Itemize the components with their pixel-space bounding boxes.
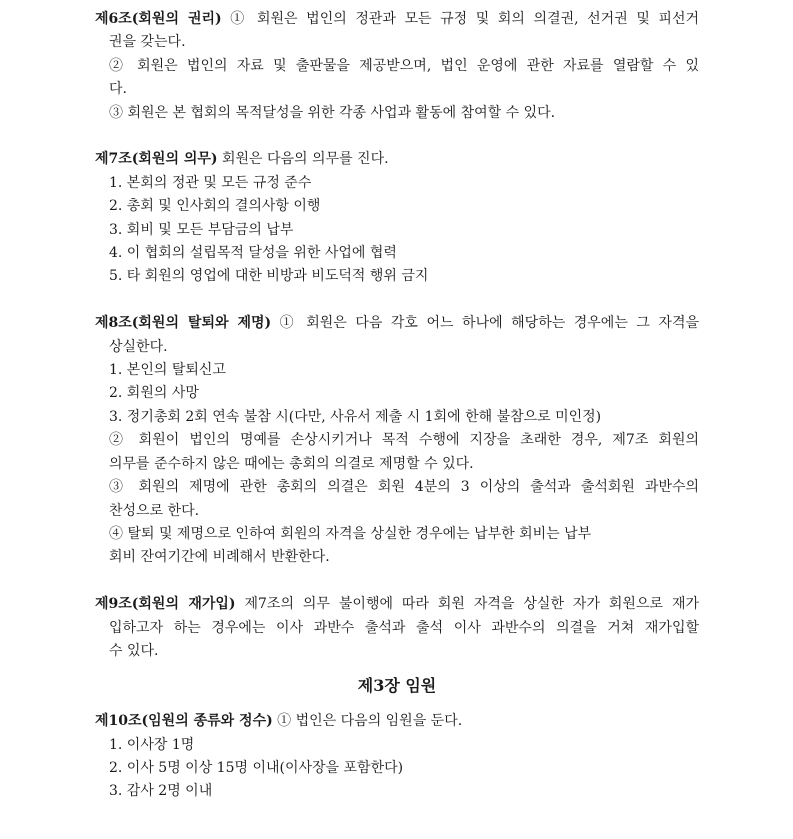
document-page: [95, 8, 699, 804]
article-8-clause-3-cont: 찬성으로 한다.: [109, 502, 200, 519]
article-10-intro: ① 법인은 다음의 임원을 둔다.: [272, 713, 463, 730]
list-item: 3. 감사 2명 이내: [109, 783, 213, 800]
article-6: [95, 8, 699, 125]
article-10-title: 제10조(임원의 종류와 정수): [95, 713, 273, 730]
spacer: [95, 570, 699, 593]
article-6-clause-2-cont: 다.: [109, 81, 127, 98]
article-6-clause-1: ① 회원은 법인의 정관과 모든 규정 및 회의 의결권, 선거권 및 피선거: [221, 11, 700, 27]
article-8-clause-4: ④ 탈퇴 및 제명으로 인하여 회원의 자격을 상실한 경우에는 납부한 회비는 납부: [109, 525, 592, 542]
article-10-line-1: [95, 710, 699, 733]
article-9: [95, 593, 699, 663]
article-8-clause-2: ② 회원이 법인의 명예를 손상시키거나 목적 수행에 지장을 초래한 경우, 제7조 회원의: [109, 432, 699, 449]
chapter-heading: 제3장 임원: [357, 676, 437, 696]
article-8: [95, 312, 699, 569]
article-8-clause-2-cont: 의무를 준수하지 않은 때에는 총회의 의결로 제명할 수 있다.: [109, 455, 474, 472]
list-item: 1. 본인의 탈퇴신고: [109, 362, 226, 379]
article-6-clause-1-cont: 권을 갖는다.: [109, 34, 186, 51]
spacer: [95, 289, 699, 312]
list-item: 2. 총회 및 인사회의 결의사항 이행: [109, 198, 321, 215]
article-7-title: 제7조(회원의 의무): [95, 151, 218, 168]
list-item: 1. 이사장 1명: [109, 736, 195, 753]
spacer: [95, 125, 699, 148]
article-8-clause-1-cont: 상실한다.: [109, 338, 168, 355]
article-7: [95, 148, 699, 288]
article-8-clause-4-cont: 회비 잔여기간에 비례해서 반환한다.: [109, 549, 330, 566]
article-8-title: 제8조(회원의 탈퇴와 제명): [95, 315, 272, 332]
list-item: 5. 타 회원의 영업에 대한 비방과 비도덕적 행위 금지: [109, 268, 429, 285]
article-6-line-1: [95, 8, 699, 31]
list-item: 2. 회원의 사망: [109, 385, 199, 402]
article-6-title: 제6조(회원의 권리): [95, 11, 222, 27]
article-9-title: 제9조(회원의 재가입): [95, 596, 236, 613]
list-item: 2. 이사 5명 이상 15명 이내(이사장을 포함한다): [109, 759, 404, 776]
article-9-line-1: [95, 593, 699, 616]
article-9-text-2: 입하고자 하는 경우에는 이사 과반수 출석과 출석 이사 과반수의 의결을 거쳐 재가입할: [109, 619, 699, 636]
article-8-clause-3: ③ 회원의 제명에 관한 총회의 의결은 회원 4분의 3 이상의 출석과 출석회원 과반수의: [109, 479, 699, 496]
list-item: 4. 이 협회의 설립목적 달성을 위한 사업에 협력: [109, 245, 397, 262]
article-7-intro: 회원은 다음의 의무를 진다.: [217, 151, 389, 168]
list-item: 3. 회비 및 모든 부담금의 납부: [109, 221, 294, 238]
list-item: 1. 본회의 정관 및 모든 규정 준수: [109, 174, 312, 191]
article-7-line-1: [95, 148, 699, 171]
article-9-text-3: 수 있다.: [109, 642, 159, 659]
article-10: [95, 710, 699, 804]
article-6-clause-3: ③ 회원은 본 협회의 목적달성을 위한 각종 사업과 활동에 참여할 수 있다.: [109, 104, 556, 121]
article-6-clause-2: ② 회원은 법인의 자료 및 출판물을 제공받으며, 법인 운영에 관한 자료를 열람할 수 있: [109, 57, 699, 74]
list-item: 3. 정기총회 2회 연속 불참 시(다만, 사유서 제출 시 1회에 한해 불참으로 미인정): [109, 408, 602, 425]
article-8-clause-1: ① 회원은 다음 각호 어느 하나에 해당하는 경우에는 그 자격을: [271, 315, 699, 332]
article-8-line-1: [95, 312, 699, 335]
article-9-text-1: 제7조의 의무 불이행에 따라 회원 자격을 상실한 자가 회원으로 재가: [235, 596, 699, 613]
